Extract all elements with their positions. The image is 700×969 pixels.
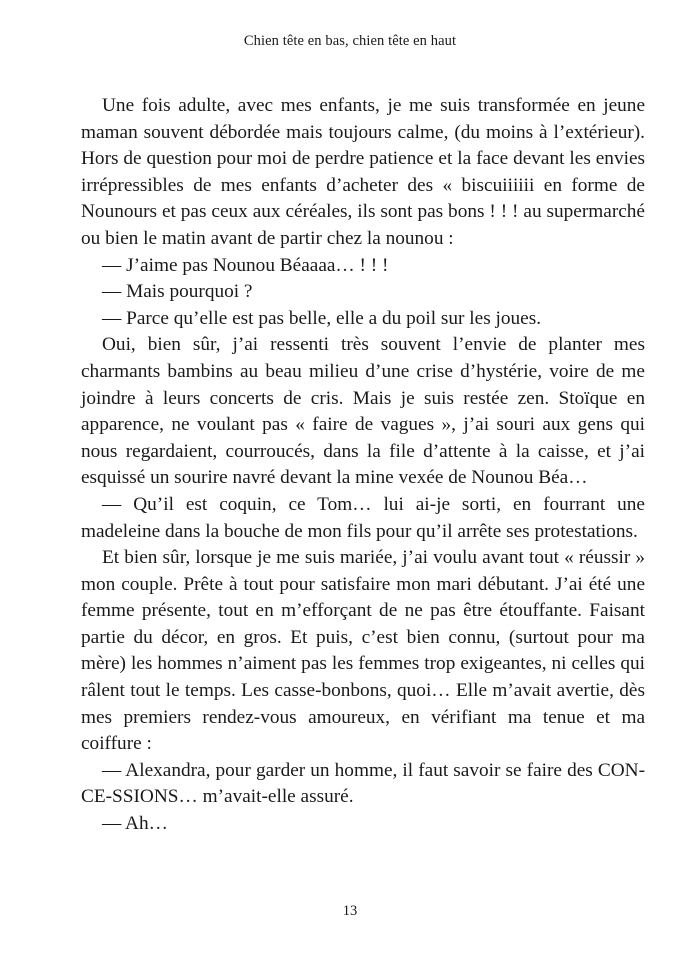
paragraph-marriage: Et bien sûr, lorsque je me suis mariée, j’ai voulu avant tout « réussir » mon couple. Prête à tout pour satisfaire mon mari débutant. J’ai été une femme présente, tout en m’efforçant de ne pas être étouffante. Faisant partie du décor, en gros. Et puis, c’est bien connu, (surtout pour ma mère) les hommes n’aiment pas les femmes trop exigeantes, ni celles qui râlent tout le temps. Les casse-bonbons, quoi… Elle m’avait avertie, dès mes premiers rendez-vous amoureux, en vérifiant ma tenue et ma coiffure : <box>81 547 645 755</box>
dialogue-line: — Parce qu’elle est pas belle, elle a du poil sur les joues. <box>102 307 542 329</box>
dialogue-line: — Qu’il est coquin, ce Tom… lui ai-je sorti, en fourrant une madeleine dans la bouche de mon fils pour qu’il arrête ses protestations. <box>81 493 645 542</box>
dialogue-line: — Ah… <box>102 813 168 835</box>
dialogue-line: — J’aime pas Nounou Béaaaa… ! ! ! <box>102 254 389 276</box>
dialogue-line: — Mais pourquoi ? <box>102 281 253 303</box>
dialogue-line: — Alexandra, pour garder un homme, il faut savoir se faire des CON-CE-SSIONS… m’avait-elle assuré. <box>81 759 645 808</box>
paragraph-zen: Oui, bien sûr, j’ai ressenti très souvent l’envie de planter mes charmants bambins au beau milieu d’une crise d’hystérie, voire de me joindre à leurs concerts de cris. Mais je suis restée zen. Stoïque en apparence, ne voulant pas « faire de vagues », j’ai souri aux gens qui nous regardaient, courroucés, dans la file d’attente à la caisse, et j’ai esquissé un sourire navré devant la mine vexée de Nounou Béa… <box>81 334 645 489</box>
page-number: 13 <box>342 903 358 919</box>
text-body <box>81 93 645 838</box>
paragraph-adulthood: Une fois adulte, avec mes enfants, je me suis transformée en jeune maman souvent débordée mais toujours calme, (du moins à l’extérieur). Hors de question pour moi de perdre patience et la face devant les envies irrépressibles de mes enfants d’acheter des « biscuiiiiii en forme de Nounours et pas ceux aux céréales, ils sont pas bons ! ! ! au supermarché ou bien le matin avant de partir chez la nounou : <box>81 95 645 249</box>
running-header: Chien tête en bas, chien tête en haut <box>243 33 457 49</box>
